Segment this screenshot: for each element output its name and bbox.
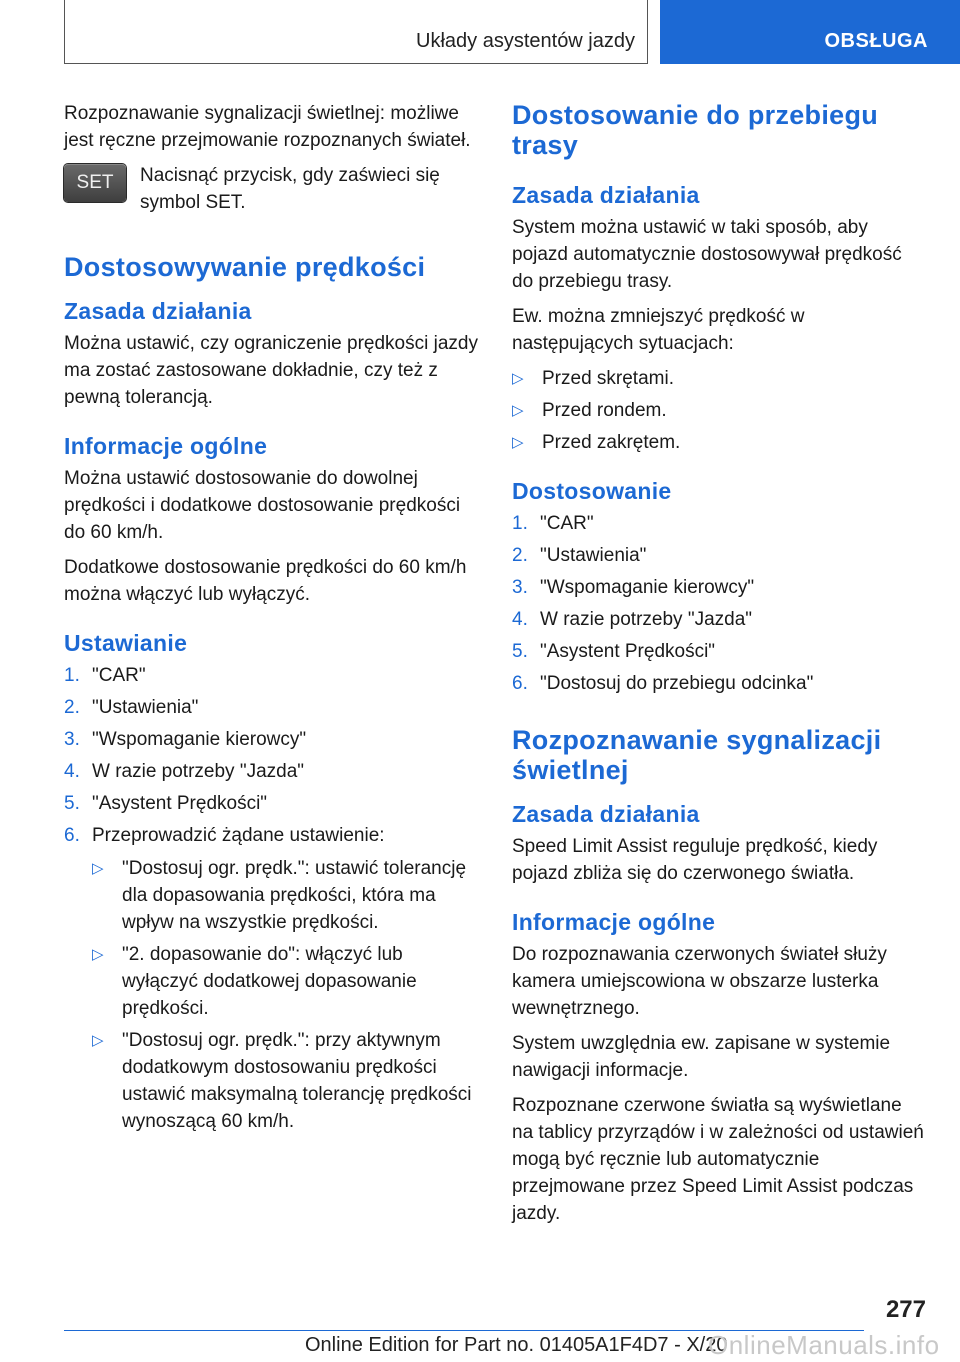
list-item: ▷ "2. dopasowanie do": włączyć lub wyłączyć dodatkowej dopasowanie prędkości.	[92, 941, 478, 1022]
heading-general-info: Informacje ogólne	[64, 433, 268, 459]
list-item: 4. W razie potrzeby "Jazda"	[512, 609, 753, 630]
list-item: 5. "Asystent Prędkości"	[512, 641, 716, 662]
heading-speed-adjust: Dostosowywanie prędkości	[64, 252, 426, 282]
heading-adjustment: Dostosowanie	[512, 478, 672, 504]
traffic-general-1: Do rozpoznawania czerwonych świateł służy kamera umiejscowiona w obszarze lusterka wewnętrznego.	[512, 944, 887, 1019]
triangle-bullet-icon: ▷	[512, 402, 524, 419]
list-item: 6. "Dostosuj do przebiegu odcinka"	[512, 673, 814, 694]
heading-route-adjust: Dostosowanie do przebiegu trasy	[512, 100, 879, 160]
list-item: 1. "CAR"	[512, 513, 594, 534]
principle-paragraph: Można ustawić, czy ograniczenie prędkości jazdy ma zostać zastosowane dokładnie, czy też z pewną tolerancją.	[64, 333, 478, 408]
adjustment-steps	[512, 510, 926, 697]
list-item: 2. "Ustawienia"	[512, 545, 647, 566]
traffic-paragraph-1: Speed Limit Assist reguluje prędkość, kiedy pojazd zbliża się do czerwonego światła.	[512, 836, 878, 884]
general-paragraph-1: Można ustawić dostosowanie do dowolnej prędkości i dodatkowe dostosowanie prędkości do 60 km/h.	[64, 468, 461, 543]
route-paragraph-2: Ew. można zmniejszyć prędkość w następujących sytuacjach:	[512, 306, 805, 354]
heading-setting: Ustawianie	[64, 630, 188, 656]
triangle-bullet-icon: ▷	[92, 1032, 104, 1049]
right-column	[512, 100, 926, 1235]
triangle-bullet-icon: ▷	[512, 434, 524, 451]
header-chapter-box	[64, 0, 648, 64]
intro-paragraph: Rozpoznawanie sygnalizacji świetlnej: możliwe jest ręczne przejmowanie rozpoznanych świateł.	[64, 103, 471, 151]
heading-general-info-2: Informacje ogólne	[512, 909, 716, 935]
route-paragraph-1: System można ustawić w taki sposób, aby pojazd automatycznie dostosowywał prędkość do przebiegu trasy.	[512, 217, 902, 292]
list-item: 3. "Wspomaganie kierowcy"	[64, 729, 307, 750]
list-item: ▷ Przed skrętami.	[512, 365, 926, 392]
triangle-bullet-icon: ▷	[92, 946, 104, 963]
list-item: 3. "Wspomaganie kierowcy"	[512, 577, 755, 598]
traffic-general-2: System uwzględnia ew. zapisane w systemie nawigacji informacje.	[512, 1033, 891, 1081]
set-instruction-text: Nacisnąć przycisk, gdy zaświeci się symbol SET.	[140, 165, 440, 213]
list-item: 4. W razie potrzeby "Jazda"	[64, 761, 305, 782]
route-bullets	[512, 365, 926, 456]
list-item: 1. "CAR"	[64, 665, 146, 686]
section-title: OBSŁUGA	[824, 30, 928, 52]
left-column	[64, 100, 478, 1140]
page-number: 277	[885, 1296, 926, 1323]
set-instruction	[64, 162, 478, 224]
list-item: 5. "Asystent Prędkości"	[64, 793, 268, 814]
chapter-title: Układy asystentów jazdy	[416, 30, 635, 52]
heading-principle: Zasada działania	[64, 298, 252, 324]
traffic-general-3: Rozpoznane czerwone światła są wyświetlane na tablicy przyrządów i w zależności od ustawień mogą być ręcznie lub automatycznie przejmowane przez Speed Limit Assist podczas jazdy.	[512, 1095, 924, 1224]
list-item: ▷ "Dostosuj ogr. prędk.": przy aktywnym dodatkowym dostosowaniu prędkości ustawić maksymalną tolerancję prędkości wynoszącą 60 km/h.	[92, 1027, 478, 1135]
heading-principle-2: Zasada działania	[512, 801, 700, 827]
sub-bullets	[92, 855, 478, 1135]
edition-text: Online Edition for Part no. 01405A1F4D7 - X/20	[305, 1334, 728, 1356]
heading-principle: Zasada działania	[512, 182, 700, 208]
list-item: ▷ Przed rondem.	[512, 397, 926, 424]
list-item: ▷ "Dostosuj ogr. prędk.": ustawić tolerancję dla dopasowania prędkości, która ma wpływ na wszystkie prędkości.	[92, 855, 478, 936]
list-item: ▷ Przed zakrętem.	[512, 429, 926, 456]
section-tab	[660, 0, 960, 64]
triangle-bullet-icon: ▷	[92, 860, 104, 877]
list-item: 6. Przeprowadzić żądane ustawienie: ▷ "Dostosuj ogr. prędk.": ustawić tolerancję dla dopasowania prędkości, która ma wpływ na wszystkie prędkości. ▷ "2. dopasowanie do": włączyć lub wyłączyć dodatkowej dopasowanie prędkości. ▷ "Dostosuj ogr. prędk.": przy aktywnym dodatkowym dostosowaniu prędkości ustawić maksymalną tolerancję prędkości wynoszącą 60 km/h.	[64, 822, 478, 1135]
general-paragraph-2: Dodatkowe dostosowanie prędkości do 60 km/h można włączyć lub wyłączyć.	[64, 557, 467, 605]
setting-steps	[64, 662, 478, 1135]
list-item: 2. "Ustawienia"	[64, 697, 199, 718]
triangle-bullet-icon: ▷	[512, 370, 524, 387]
heading-traffic-light: Rozpoznawanie sygnalizacji świetlnej	[512, 725, 882, 785]
watermark: OnlineManuals.info	[708, 1330, 940, 1360]
set-button-icon: SET	[64, 164, 126, 202]
